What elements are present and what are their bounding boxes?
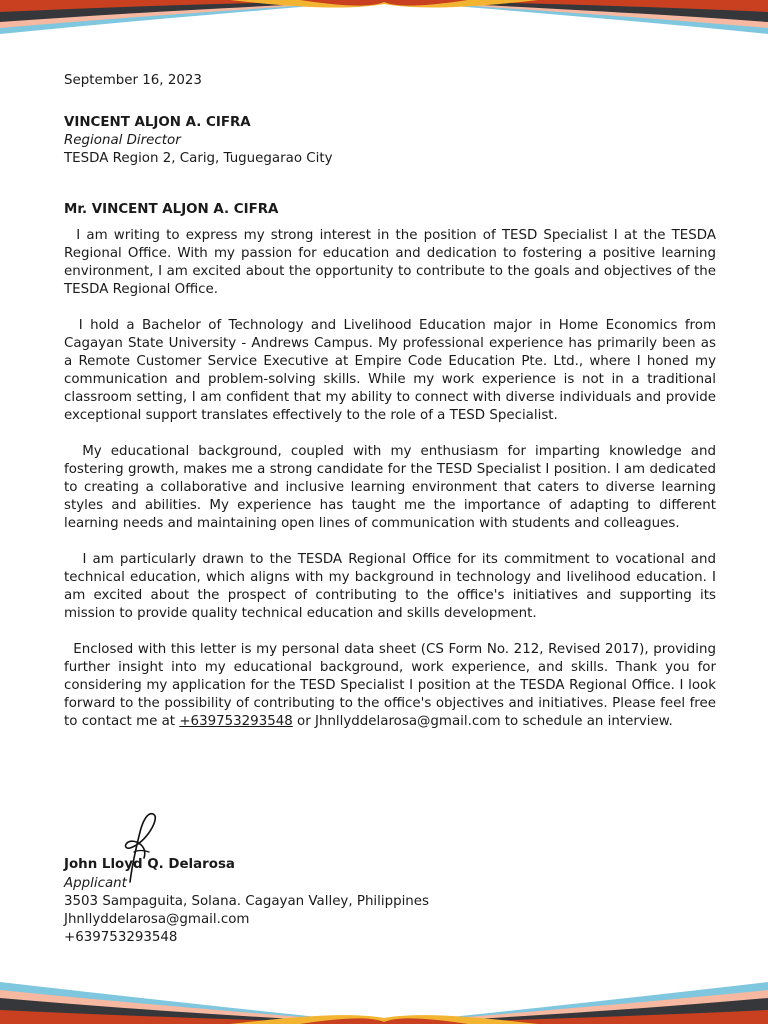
recipient-office: TESDA Region 2, Carig, Tuguegarao City (64, 151, 333, 166)
recipient-block (64, 114, 716, 168)
closing-paragraph (64, 641, 716, 731)
body-paragraph-3: My educational background, coupled with my enthusiasm for imparting knowledge and fostering growth, makes me a strong candidate for the TESD Specialist I position. I am dedicated to creating a collaborative and inclusive learning environment that caters to diverse learning styles and abilities. My experience has taught me the importance of adapting to different learning needs and maintaining open lines of communication with students and colleagues. (64, 444, 716, 531)
body-paragraph-2: I hold a Bachelor of Technology and Livelihood Education major in Home Economics from Cagayan State University - Andrews Campus. My professional experience has primarily been as a Remote Customer Service Executive at Empire Code Education Pte. Ltd., where I honed my communication and problem-solving skills. While my work experience is not in a traditional classroom setting, I am confident that my ability to connect with diverse individuals and provide exceptional support translates effectively to the role of a TESD Specialist. (64, 318, 716, 423)
closing-text-2: or Jhnllyddelarosa@gmail.com to schedule an interview. (292, 714, 673, 729)
recipient-name: VINCENT ALJON A. CIFRA (64, 115, 251, 130)
sender-address: 3503 Sampaguita, Solana. Cagayan Valley, Philippines (64, 894, 430, 909)
body-paragraph-4: I am particularly drawn to the TESDA Regional Office for its commitment to vocational and technical education, which aligns with my background in technology and livelihood education. I am excited about the prospect of contributing to the office's initiatives and supporting its mission to provide quality technical education and skills development. (64, 552, 716, 621)
body-paragraph-1: I am writing to express my strong interest in the position of TESD Specialist I at the TESDA Regional Office. With my passion for education and dedication to fostering a positive learning environment, I am excited about the opportunity to contribute to the goals and objectives of the TESDA Regional Office. (64, 228, 716, 297)
sender-phone: +639753293548 (64, 930, 178, 945)
letter-body (64, 227, 716, 731)
closing-text-1: Enclosed with this letter is my personal data sheet (CS Form No. 212, Revised 2017), providing further insight into my educational background, work experience, and skills. Thank you for considering my application for the TESD Specialist I position at the TESDA Regional Office. I look forward to the possibility of contributing to the office's objectives and initiatives. Please feel free to contact me at (64, 642, 716, 729)
sender-email: Jhnllyddelarosa@gmail.com (64, 912, 250, 927)
salutation: Mr. VINCENT ALJON A. CIFRA (64, 202, 279, 217)
letter-date: September 16, 2023 (64, 73, 202, 88)
decorative-top-border (0, 0, 768, 50)
sender-title: Applicant (64, 876, 127, 891)
recipient-title: Regional Director (64, 133, 181, 148)
decorative-bottom-border (0, 968, 768, 1024)
sender-name: John Lloyd Q. Delarosa (64, 857, 235, 872)
phone-link[interactable]: +639753293548 (179, 714, 293, 729)
sender-block (64, 856, 716, 947)
